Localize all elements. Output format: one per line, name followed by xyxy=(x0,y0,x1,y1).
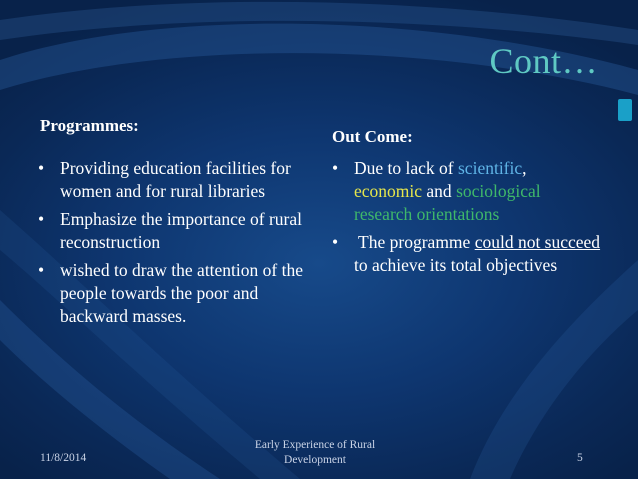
bullet-icon: • xyxy=(38,260,45,280)
bullet-text: Providing education facilities for women and for rural libraries xyxy=(60,158,291,201)
page-number: 5 xyxy=(577,452,583,464)
text-run: to achieve its total objectives xyxy=(354,255,558,275)
slide-title: Cont… xyxy=(489,41,598,81)
outcome-heading: Out Come: xyxy=(332,127,413,146)
programmes-list xyxy=(38,157,318,333)
list-item xyxy=(38,259,318,328)
programmes-heading: Programmes: xyxy=(40,116,139,135)
sociological-phrase: sociological research orientations xyxy=(354,181,541,224)
accent-mark xyxy=(618,99,632,121)
economic-word: economic xyxy=(354,181,423,201)
footer-date: 11/8/2014 xyxy=(40,452,87,464)
list-item xyxy=(332,231,602,277)
bullet-text xyxy=(354,158,541,224)
bullet-icon: • xyxy=(38,158,45,178)
bullet-icon: • xyxy=(332,232,339,252)
underlined-phrase: could not succeed xyxy=(474,232,601,252)
text-run: Due to lack of xyxy=(354,158,458,178)
bullet-text: wished to draw the attention of the people towards the poor and backward masses. xyxy=(60,260,303,326)
bullet-text: Emphasize the importance of rural reconstruction xyxy=(60,209,302,252)
bullet-icon: • xyxy=(38,209,45,229)
text-run: and xyxy=(422,181,457,201)
outcome-list xyxy=(332,157,602,282)
scientific-word: scientific xyxy=(458,158,523,178)
text-run: The programme xyxy=(354,232,475,252)
bullet-text xyxy=(354,232,600,275)
footer-title: Early Experience of Rural Development xyxy=(254,439,376,466)
list-item xyxy=(38,157,318,203)
list-item xyxy=(332,157,602,226)
list-item xyxy=(38,208,318,254)
text-run: , xyxy=(522,158,527,178)
bullet-icon: • xyxy=(332,158,339,178)
